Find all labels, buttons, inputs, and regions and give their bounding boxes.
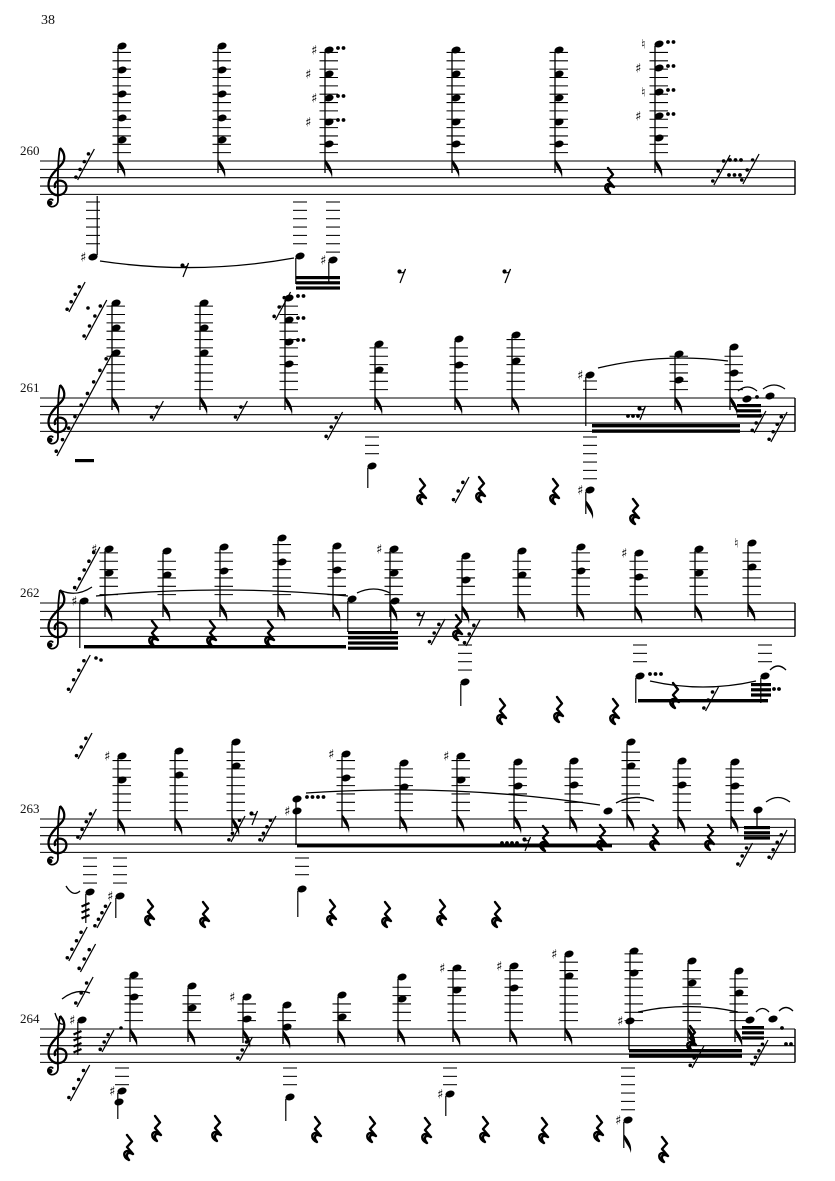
svg-text:♮: ♮	[641, 37, 646, 53]
svg-text:♯: ♯	[328, 747, 335, 763]
svg-text:♯: ♯	[577, 368, 584, 384]
svg-text:♯: ♯	[80, 250, 87, 266]
system-262	[40, 533, 795, 724]
system-260	[40, 38, 795, 321]
svg-text:♯: ♯	[376, 542, 383, 558]
svg-text:♯: ♯	[305, 67, 312, 83]
measure-number-263: 263	[20, 801, 40, 816]
svg-text:♯: ♯	[439, 961, 446, 977]
svg-text:♯: ♯	[284, 804, 291, 820]
svg-text:♯: ♯	[496, 959, 503, 975]
svg-text:♯: ♯	[69, 1013, 76, 1029]
svg-text:♯: ♯	[305, 115, 312, 131]
svg-text:♯: ♯	[229, 990, 236, 1006]
svg-text:♮: ♮	[734, 536, 739, 552]
measure-number-260: 260	[20, 143, 40, 158]
page-number: 38	[41, 13, 55, 28]
svg-text:♯: ♯	[311, 43, 318, 59]
svg-text:♯: ♯	[437, 1087, 444, 1103]
measure-number-261: 261	[20, 380, 40, 395]
svg-text:♮: ♮	[641, 85, 646, 101]
system-261	[40, 293, 795, 524]
svg-text:♯: ♯	[621, 546, 628, 562]
svg-text:♯: ♯	[320, 253, 327, 269]
svg-text:♯: ♯	[577, 483, 584, 499]
svg-text:♯: ♯	[71, 594, 78, 610]
system-263	[40, 733, 795, 961]
svg-text:♯: ♯	[311, 91, 318, 107]
svg-text:♯: ♯	[635, 109, 642, 125]
measure-number-264: 264	[20, 1011, 40, 1026]
svg-text:♯: ♯	[107, 889, 114, 905]
svg-text:♯: ♯	[551, 947, 558, 963]
svg-text:♯: ♯	[615, 1113, 622, 1129]
svg-text:♯: ♯	[104, 749, 111, 765]
svg-text:♯: ♯	[617, 1014, 624, 1030]
system-264	[40, 944, 795, 1162]
svg-text:♯: ♯	[443, 749, 450, 765]
svg-text:♯: ♯	[91, 542, 98, 558]
svg-text:♯: ♯	[109, 1084, 116, 1100]
svg-text:♯: ♯	[635, 61, 642, 77]
measure-number-262: 262	[20, 585, 40, 600]
